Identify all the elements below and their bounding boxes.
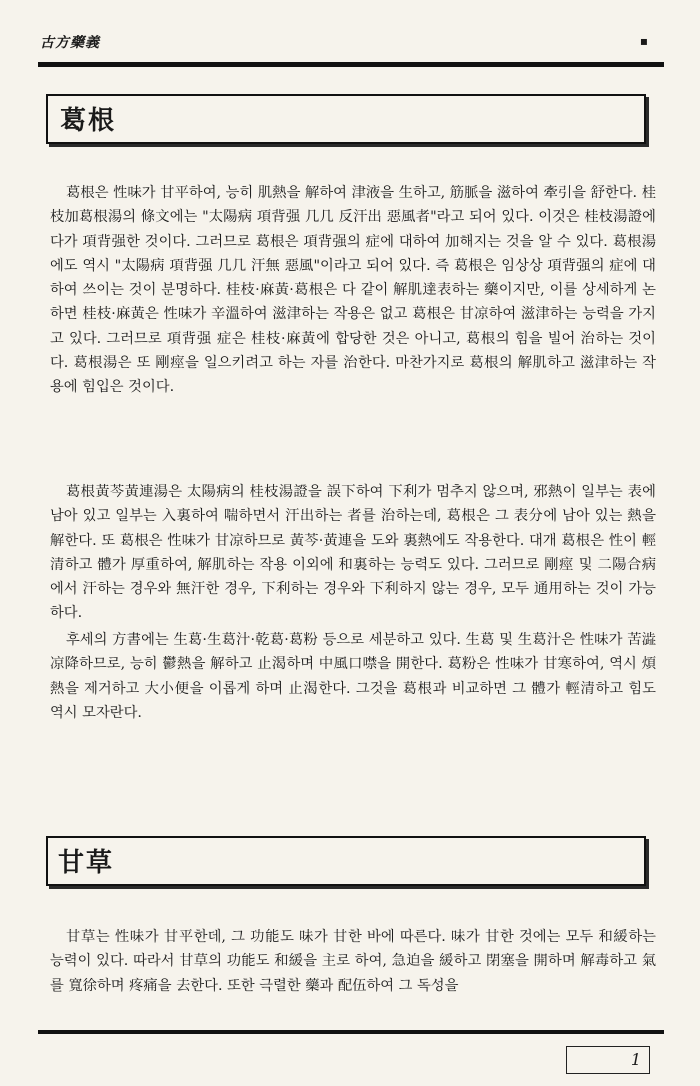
section-heading-box (46, 94, 646, 144)
body-paragraph: 葛根黃芩黃連湯은 太陽病의 桂枝湯證을 誤下하여 下利가 멈추지 않으며, 邪熱이 일부는 表에 남아 있고 일부는 入裏하여 喘하면서 汗出하는 者를 治하는데, 葛根은 그 表分에 남아 있는 熱을 解한다. 또 葛根은 性味가 甘凉하므로 黃芩·黃連을 도와 裏熱에도 작용한다. 대개 葛根은 性이 輕清하고 體가 厚重하여, 解肌하는 작용 이외에 和裏하는 능력도 있다. 그러므로 剛痙 및 二陽合病에서 汗하는 경우와 無汗한 경우, 下利하는 경우와 下利하지 않는 경우, 모두 通用하는 것이 가능하다. (50, 484, 656, 622)
running-head-book-title: 古方藥義 (40, 35, 100, 51)
body-paragraph: 후세의 方書에는 生葛·生葛汁·乾葛·葛粉 등으로 세분하고 있다. 生葛 및 生葛汁은 性味가 苦澁凉降하므로, 능히 鬱熱을 解하고 止渴하며 中風口噤을 開한다. 葛粉은 性味가 甘寒하여, 역시 煩熱을 제거하고 大小便을 이롭게 하며 止渴한다. 그것을 葛根과 비교하면 그 體가 輕清하고 힘도 역시 모자란다. (50, 632, 656, 721)
body-paragraph: 甘草는 性味가 甘平한데, 그 功能도 味가 甘한 바에 따른다. 味가 甘한 것에는 모두 和緩하는 능력이 있다. 따라서 甘草의 功能도 和緩을 主로 하여, 急迫을 緩하고 閉塞을 開하며 解毒하고 氣를 寬徐하며 疼痛을 去한다. 또한 극렬한 藥과 配伍하여 그 독성을 (50, 929, 656, 994)
page-number-box (566, 1046, 650, 1074)
bottom-rule (38, 1030, 664, 1034)
section-heading-box (46, 836, 646, 886)
corner-mark-icon: ▪ (639, 34, 648, 48)
section-title: 葛根 (60, 106, 117, 136)
section-title: 甘草 (58, 848, 115, 878)
body-paragraph: 葛根은 性味가 甘平하여, 능히 肌熱을 解하여 津液을 生하고, 筋脈을 滋하여 牽引을 舒한다. 桂枝加葛根湯의 條文에는 "太陽病 項背强 几几 反汗出 惡風者"라고 되어 있다. 이것은 桂枝湯證에다가 項背强한 것이다. 그러므로 葛根은 項背强의 症에 대하여 加해지는 것을 알 수 있다. 葛根湯에도 역시 "太陽病 項背强 几几 汗無 惡風"이라고 되어 있다. 즉 葛根은 임상상 項背强의 症에 대하여 쓰이는 것이 분명하다. 桂枝·麻黃·葛根은 다 같이 解肌達表하는 藥이지만, 이를 상세하게 논하면 桂枝·麻黃은 性味가 辛溫하여 滋津하는 작용은 없고 葛根은 甘凉하여 滋津하는 능력을 가지고 있다. 그러므로 項背强 症은 桂枝·麻黃에 합당한 것은 아니고, 葛根의 힘을 빌어 治하는 것이다. 葛根湯은 또 剛痙을 일으키려고 하는 자를 治한다. 마찬가지로 葛根의 解肌하고 滋津하는 작용에 힘입은 것이다. (50, 185, 656, 396)
page-number: 1 (630, 1050, 641, 1069)
top-rule (38, 62, 664, 67)
